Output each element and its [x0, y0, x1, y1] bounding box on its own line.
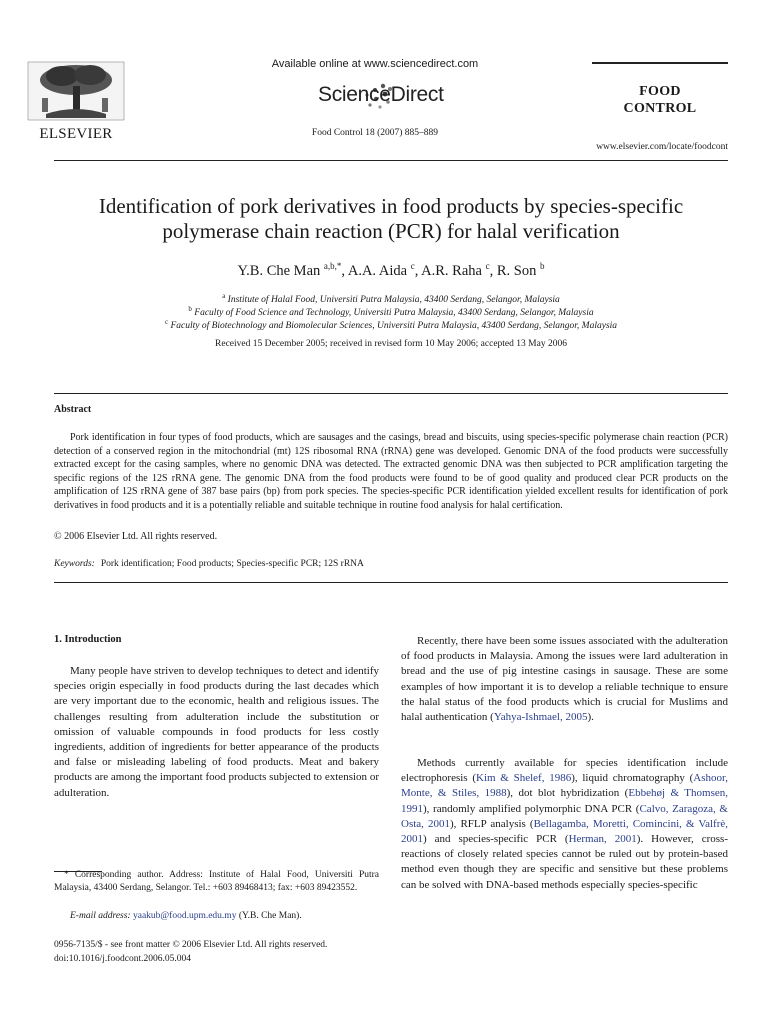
paragraph-text: ). [587, 711, 594, 724]
journal-logo-rule [592, 62, 728, 64]
email-owner: (Y.B. Che Man). [238, 911, 302, 921]
abstract-bottom-rule [54, 582, 728, 583]
author-name[interactable]: A.R. Raha [421, 262, 482, 279]
abstract-copyright: © 2006 Elsevier Ltd. All rights reserved. [54, 531, 218, 542]
journal-logo [592, 83, 728, 117]
section-heading-introduction: 1. Introduction [54, 634, 122, 645]
intro-paragraph-1: Many people have striven to develop techniques to detect and identify species origin especially in food products during the last decades which are very important due to the economic, health and religious issues. The challenges resulting from adulteration include the substitution or omission of valuable compounds in food products for less costly ingredients, addition of ingredients for better appearance of the products and false or misleading labeling of food products. Meat and bakery products are among the important food products subjected to extension or adulteration. [54, 665, 379, 799]
email-footnote [54, 911, 379, 921]
journal-logo-line2: CONTROL [623, 101, 697, 116]
citation-link[interactable]: Herman, 2001 [568, 833, 637, 846]
affiliation-a [54, 292, 728, 305]
abstract-top-rule [54, 393, 728, 394]
paragraph-text: ) and species-specific PCR ( [423, 833, 569, 846]
paragraph-text: Methods currently available for species identification include electrophoresis ( [401, 757, 728, 785]
email-label: E-mail address: [70, 911, 131, 921]
elsevier-tree-icon [22, 58, 130, 124]
paragraph-text: ). However, cross-reactions of closely related species cannot be ruled out by protein-based method even though they are specific and sensitive but these problems can be solved with DNA-based methods especially species-specific [401, 833, 729, 891]
author-name[interactable]: A.A. Aida [347, 262, 408, 279]
title-line-2: polymerase chain reaction (PCR) for halal verification [162, 219, 620, 243]
affiliation-marker: c [164, 318, 169, 326]
abstract-heading: Abstract [54, 404, 92, 415]
available-online-text[interactable]: Available online at www.sciencedirect.com [271, 58, 479, 70]
article-history-dates: Received 15 December 2005; received in revised form 10 May 2006; accepted 13 May 2006 [215, 339, 567, 349]
affiliation-c [54, 318, 728, 331]
sciencedirect-wordmark: ScienceDirect [318, 83, 444, 106]
author-affiliation-marker: c [485, 261, 490, 271]
journal-reference: Food Control 18 (2007) 885–889 [311, 128, 439, 138]
affiliation-text: Faculty of Biotechnology and Biomolecular Sciences, Universiti Putra Malaysia, 43400 Serdang, Selangor, Malaysia [170, 321, 618, 332]
paragraph-text: ), RFLP analysis ( [449, 817, 534, 830]
article-title [54, 194, 728, 244]
paragraph-text: ), liquid chromatography ( [571, 772, 694, 785]
elsevier-logo [22, 58, 130, 143]
citation-link[interactable]: Ashoor, Monte, & Stiles, 1988 [401, 772, 728, 800]
journal-url[interactable]: www.elsevier.com/locate/foodcont [596, 142, 728, 152]
author-affiliation-marker: b [539, 261, 545, 271]
citation-link[interactable]: Ebbehøj & Thomsen, 1991 [401, 787, 728, 815]
affiliation-text: Faculty of Food Science and Technology, Universiti Putra Malaysia, 43400 Serdang, Selangor, Malaysia [194, 308, 594, 319]
abstract-body: Pork identification in four types of food products, which are sausages and the casings, bread and biscuits, using species-specific polymerase chain reaction (PCR) detection of a conserved region in the mitochondrial (mt) 12S ribosomal RNA (rRNA) gene was developed. Genomic DNA of the food products were successfully extracted except for the casing samples, where no genomic DNA was detected. The extracted genomic DNA was then subjected to PCR amplification targeting the specific regions of the 12S rRNA gene. The genomic DNA from the food products were found to be of good quality and produced clear PCR products on the amplification of 12S rRNA gene of 387 base pairs (bp) from pork species. The species-specific PCR identification yielded excellent results for identification of pork derivatives in food products and it is a potentially reliable and suitable technique in routine food analysis for halal certification. [54, 432, 728, 511]
author-affiliation-marker: c [410, 261, 415, 271]
paragraph-text: ), randomly amplified polymorphic DNA PCR ( [423, 802, 640, 815]
header-divider [54, 160, 728, 161]
intro-paragraph-3 [401, 756, 728, 893]
intro-paragraph-2 [401, 634, 728, 725]
journal-logo-line1: FOOD [639, 84, 681, 99]
author-name[interactable]: R. Son [496, 262, 537, 279]
citation-link[interactable]: Kim & Shelef, 1986 [476, 772, 572, 785]
issn-line: 0956-7135/$ - see front matter © 2006 Elsevier Ltd. All rights reserved. [54, 940, 328, 950]
affiliation-b [54, 305, 728, 318]
publisher-name: ELSEVIER [39, 126, 113, 142]
keywords-label: Keywords: [54, 559, 95, 569]
author-list: Y.B. Che Man $^{a,b,*}$, A.A. Aida $^c$, A.R. Raha $^c$, R. Son $^b$ [237, 261, 545, 279]
doi-line[interactable]: doi:10.1016/j.foodcont.2006.05.004 [54, 954, 191, 964]
citation-link[interactable]: Yahya-Ishmael, 2005 [493, 711, 588, 724]
issn-block [54, 938, 327, 966]
email-link[interactable]: yaakub@food.upm.edu.my [132, 911, 237, 921]
paragraph-text: Recently, there have been some issues associated with the adulteration of food products in Malaysia. Among the issues were lard adulteration in bread and the use of pig intestine casings in sausage. These are some examples of how important it is to develop a reliable technique to ensure the halal status of the food products which is crucial for Muslims and halal authentication ( [401, 635, 728, 724]
author-name[interactable]: Y.B. Che Man [237, 262, 321, 279]
paragraph-text: ), dot blot hybridization ( [506, 787, 629, 800]
citation-link[interactable]: Bellagamba, Moretti, Comincini, & Valfrè, 2001 [401, 817, 728, 846]
corresponding-author-footnote: * Corresponding author. Address: Institute of Halal Food, Universiti Putra Malaysia, 43400 Serdang, Selangor. Tel.: +603 89468413; fax: +603 89423552. [54, 870, 379, 893]
keywords [54, 559, 364, 569]
keywords-list: Pork identification; Food products; Species-specific PCR; 12S rRNA [100, 559, 364, 569]
author-affiliation-marker: a,b,* [323, 261, 342, 271]
affiliation-marker: a [222, 292, 226, 300]
affiliation-text: Institute of Halal Food, Universiti Putra Malaysia, 43400 Serdang, Selangor, Malaysia [227, 295, 560, 306]
title-line-1: Identification of pork derivatives in food products by species-specific [98, 194, 684, 218]
affiliation-marker: b [188, 305, 192, 313]
citation-link[interactable]: Calvo, Zaragoza, & Osta, 2001 [401, 802, 728, 830]
